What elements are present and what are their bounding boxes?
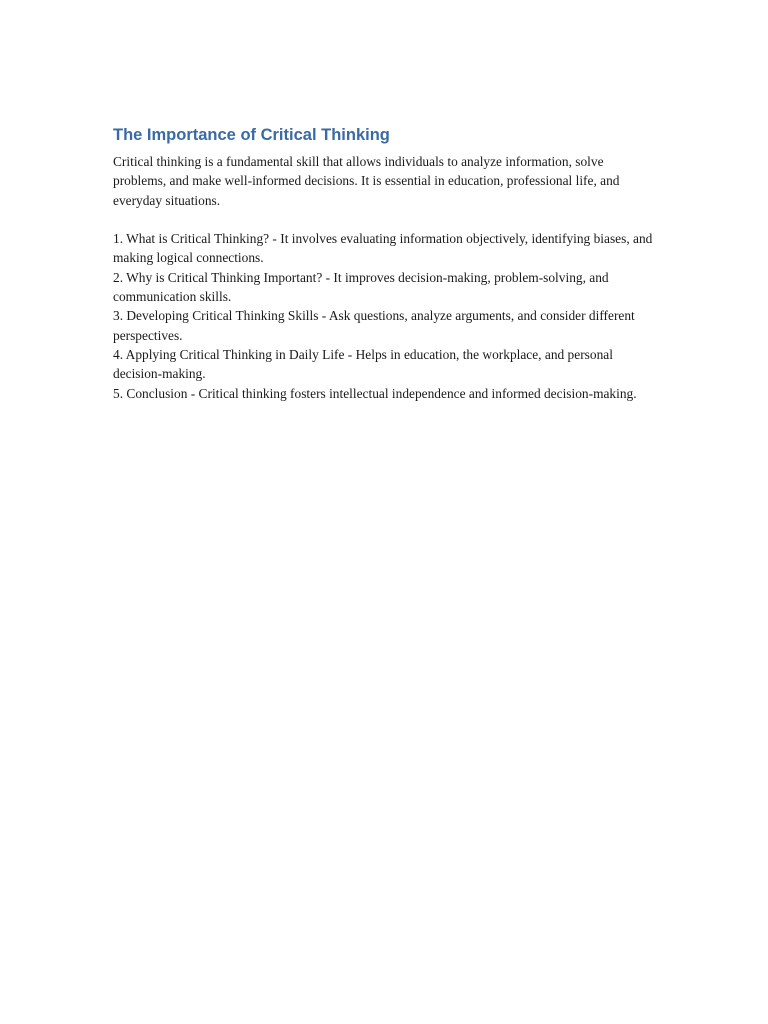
list-item-1: 1. What is Critical Thinking? - It involves evaluating information objectively, identifying biases, and making logical connections. bbox=[113, 231, 653, 266]
document-title: The Importance of Critical Thinking bbox=[113, 126, 390, 144]
document-body bbox=[113, 124, 653, 403]
list-item-2: 2. Why is Critical Thinking Important? - It improves decision-making, problem-solving, and communication skills. bbox=[113, 269, 609, 305]
list-item-4: 4. Applying Critical Thinking in Daily Life - Helps in education, the workplace, and personal decision-making. bbox=[113, 346, 613, 382]
list-item-3: 3. Developing Critical Thinking Skills - Ask questions, analyze arguments, and consider different perspectives. bbox=[113, 308, 635, 343]
intro-paragraph: Critical thinking is a fundamental skill that allows individuals to analyze information, solve problems, and make well-informed decisions. It is essential in education, professional life, and everyday situations. bbox=[113, 154, 620, 208]
list-item-5: 5. Conclusion - Critical thinking fosters intellectual independence and informed decision-making. bbox=[113, 385, 637, 401]
